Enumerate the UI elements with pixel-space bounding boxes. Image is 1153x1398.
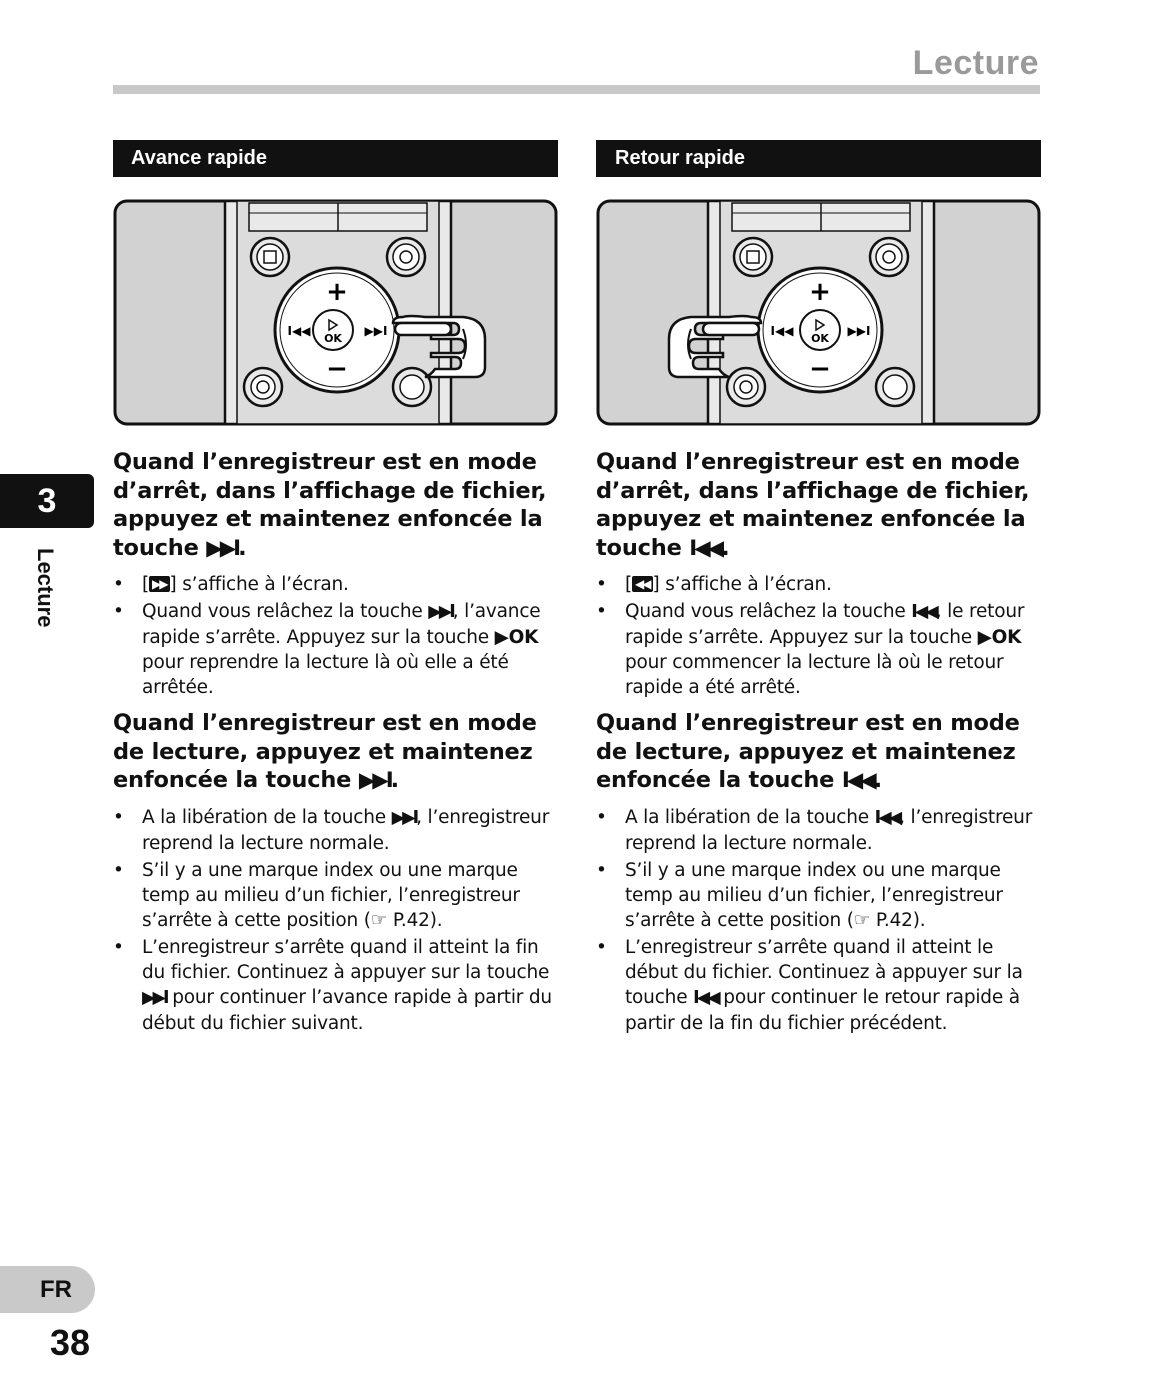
ff-symbol: ▶▶I <box>142 987 167 1008</box>
svg-text:▶▶I: ▶▶I <box>847 324 871 338</box>
rew-screen-icon: ◀◀ <box>632 576 652 592</box>
list-item: • [ ▶▶ ] s’affiche à l’écran. <box>113 572 558 597</box>
heading-stop-mode-rew: Quand l’enregistreur est en mode d’arrêt, dans l’affichage de fichier, appuyez et maintenez enfoncée la touche I◀◀. <box>596 449 1030 561</box>
list-item: • L’enregistreur s’arrête quand il atteint le début du fichier. Continuez à appuyer sur la touche I◀◀ pour continuer le retour rapide à partir de la fin du fichier précédent. <box>596 935 1041 1036</box>
rew-symbol: I◀◀ <box>689 535 722 561</box>
heading-play-mode-rew: Quand l’enregistreur est en mode de lecture, appuyez et maintenez enfoncée la touche I◀◀. <box>596 710 1020 793</box>
list-item: • A la libération de la touche I◀◀, l’enregistreur reprend la lecture normale. <box>596 805 1041 856</box>
bullet-list-rew-1 <box>596 572 1041 700</box>
section-title-rewind: Retour rapide <box>596 140 1041 177</box>
svg-text:▶▶I: ▶▶I <box>364 324 388 338</box>
page-number: 38 <box>50 1322 91 1363</box>
ff-symbol: ▶▶I <box>428 602 453 622</box>
plus-label: + <box>809 277 831 307</box>
list-item: • [ ◀◀ ] s’affiche à l’écran. <box>596 572 1041 597</box>
bullet-list-rew-2 <box>596 805 1041 1036</box>
ok-key-label: ▶OK <box>494 627 539 648</box>
chapter-number: 3 <box>37 482 57 520</box>
bullet-list-ff-2 <box>113 805 558 1036</box>
rew-symbol: I◀◀ <box>841 768 874 793</box>
recorder-illustration-rew <box>596 199 1041 426</box>
list-item: • S’il y a une marque index ou une marque temp au milieu d’un fichier, l’enregistreur s’arrête à cette position (☞ P.42). <box>596 858 1041 933</box>
plus-label: + <box>326 277 348 307</box>
minus-label: − <box>809 354 831 384</box>
title-rule <box>113 85 1040 94</box>
language-label: FR <box>40 1276 72 1303</box>
page-title: Lecture <box>912 44 1039 82</box>
ok-label: OK <box>811 332 829 345</box>
rew-symbol: I◀◀ <box>874 807 900 828</box>
ok-label: OK <box>324 332 342 345</box>
list-item: • A la libération de la touche ▶▶I, l’enregistreur reprend la lecture normale. <box>113 805 558 856</box>
rew-symbol: I◀◀ <box>693 987 718 1008</box>
ff-screen-icon: ▶▶ <box>149 576 169 592</box>
minus-label: − <box>326 354 348 384</box>
list-item: • Quand vous relâchez la touche I◀◀, le retour rapide s’arrête. Appuyez sur la touche ▶OK pour commencer la lecture là où le retour rapide a été arrêté. <box>596 599 1041 700</box>
svg-text:I◀◀: I◀◀ <box>287 324 311 338</box>
list-item: • L’enregistreur s’arrête quand il atteint la fin du fichier. Continuez à appuyer sur la touche ▶▶I pour continuer l’avance rapide à partir du début du fichier suivant. <box>113 935 558 1036</box>
section-title-fast-forward: Avance rapide <box>113 140 558 177</box>
heading-stop-mode-ff: Quand l’enregistreur est en mode d’arrêt, dans l’affichage de fichier, appuyez et maintenez enfoncée la touche ▶▶I. <box>113 449 547 561</box>
column-fast-forward <box>113 140 558 1038</box>
bullet-list-ff-1 <box>113 572 558 700</box>
rew-symbol: I◀◀ <box>911 602 936 622</box>
heading-play-mode-ff: Quand l’enregistreur est en mode de lecture, appuyez et maintenez enfoncée la touche ▶▶I. <box>113 710 537 793</box>
recorder-illustration-ff <box>113 199 558 426</box>
ff-symbol: ▶▶I <box>391 807 417 828</box>
list-item: • S’il y a une marque index ou une marque temp au milieu d’un fichier, l’enregistreur s’arrête à cette position (☞ P.42). <box>113 858 558 933</box>
svg-text:I◀◀: I◀◀ <box>770 324 794 338</box>
ff-symbol: ▶▶I <box>358 768 391 793</box>
ff-symbol: ▶▶I <box>206 535 239 561</box>
list-item: • Quand vous relâchez la touche ▶▶I, l’avance rapide s’arrête. Appuyez sur la touche ▶OK pour reprendre la lecture là où elle a été arrêtée. <box>113 599 558 700</box>
column-rewind <box>596 140 1041 1038</box>
ok-key-label: ▶OK <box>977 627 1022 648</box>
chapter-label: Lecture <box>33 548 58 628</box>
